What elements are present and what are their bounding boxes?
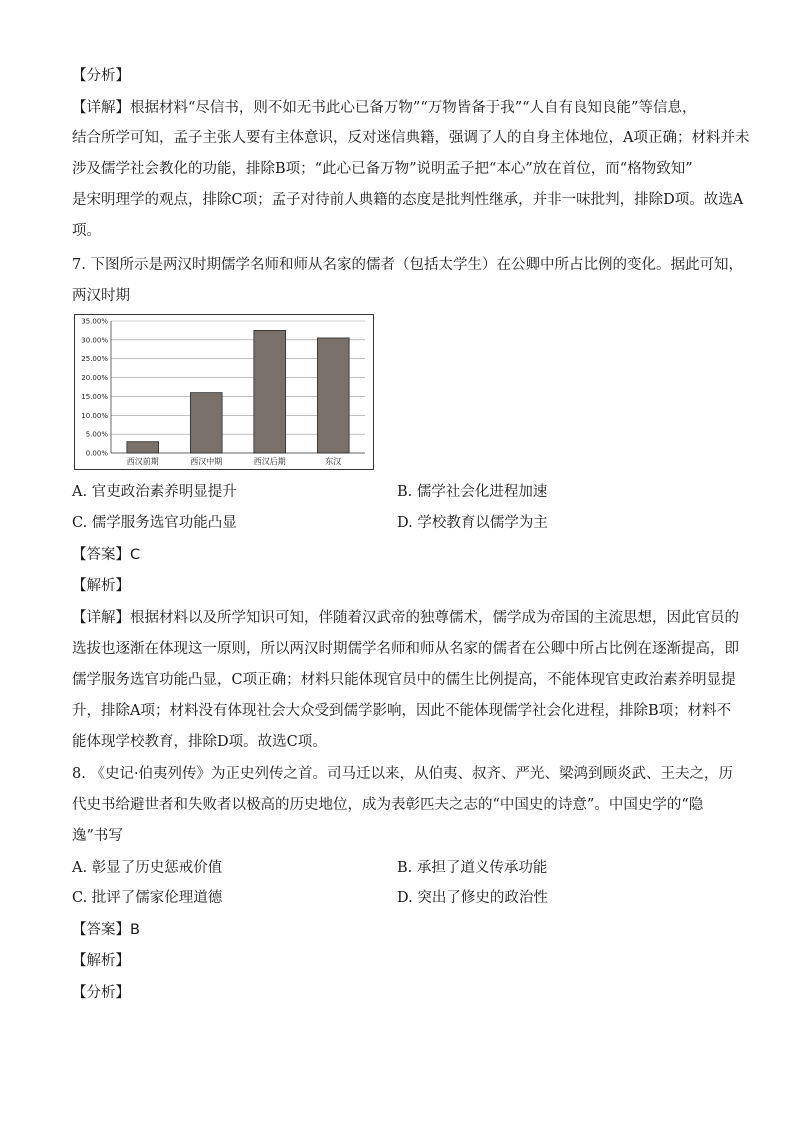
bar-chart-svg	[75, 315, 373, 469]
bar	[190, 393, 222, 453]
bar-chart	[74, 314, 374, 470]
y-tick-label: 15.00%	[81, 392, 108, 401]
q7-detail-line: 选拔也逐渐在体现这一原则，所以两汉时期儒学名师和师从名家的儒者在公卿中所占比例在逐渐提高，即	[72, 641, 739, 657]
x-category-label: 西汉后期	[253, 457, 286, 466]
question-8-stem: 逸”书写	[72, 828, 123, 844]
bar	[317, 338, 349, 453]
y-tick-label: 5.00%	[85, 430, 108, 439]
x-category-label: 西汉前期	[126, 457, 159, 466]
y-tick-label: 35.00%	[81, 317, 108, 326]
detail-line: 涉及儒学社会教化的功能，排除B项；“此心已备万物”说明孟子把“本心”放在首位，而“格物致知”	[72, 161, 693, 177]
detail-line: 是宋明理学的观点，排除C项；孟子对待前人典籍的态度是批判性继承，并非一味批判，排除D项。故选A	[72, 192, 744, 208]
y-tick-label: 20.00%	[81, 374, 108, 383]
q8-option-b[interactable]: B. 承担了道义传承功能	[397, 860, 548, 876]
q7-option-c[interactable]: C. 儒学服务选官功能凸显	[72, 515, 237, 531]
q7-option-b[interactable]: B. 儒学社会化进程加速	[397, 484, 548, 500]
detail-line: 结合所学可知，孟子主张人要有主体意识，反对迷信典籍，强调了人的自身主体地位，A项正确；材料并未	[72, 130, 750, 146]
q7-option-d[interactable]: D. 学校教育以儒学为主	[397, 515, 548, 531]
q8-answer: 【答案】B	[72, 922, 140, 938]
q7-analysis-label: 【解析】	[72, 578, 130, 594]
q7-detail-line: 升，排除A项；材料没有体现社会大众受到儒学影响，因此不能体现儒学社会化进程，排除B项；材料不	[72, 703, 732, 719]
y-tick-label: 30.00%	[81, 336, 108, 345]
bar	[254, 330, 286, 453]
detail-line: 【详解】根据材料“尽信书，则不如无书此心已备万物”“万物皆备于我”“人自有良知良能”等信息，	[72, 100, 697, 116]
x-category-label: 东汉	[325, 457, 342, 466]
x-category-label: 西汉中期	[190, 457, 223, 466]
q8-option-a[interactable]: A. 彰显了历史惩戒价值	[72, 860, 223, 876]
y-tick-label: 10.00%	[81, 411, 108, 420]
q8-option-d[interactable]: D. 突出了修史的政治性	[397, 890, 548, 906]
question-8-stem: 代史书给避世者和失败者以极高的历史地位，成为表彰匹夫之志的“中国史的诗意”。中国史学的“隐	[72, 797, 704, 813]
q8-option-c[interactable]: C. 批评了儒家伦理道德	[72, 890, 223, 906]
q8-analysis-label: 【解析】	[72, 953, 130, 969]
detail-line: 项。	[72, 223, 101, 239]
y-tick-label: 25.00%	[81, 355, 108, 364]
section-label-analysis: 【分析】	[72, 68, 130, 84]
q7-detail-line: 儒学服务选官功能凸显，C项正确；材料只能体现官员中的儒生比例提高，不能体现官吏政治素养明显提	[72, 672, 736, 688]
q8-analysis2-label: 【分析】	[72, 985, 130, 1001]
q7-detail-line: 能体现学校教育，排除D项。故选C项。	[72, 734, 327, 750]
bar	[127, 442, 159, 453]
q7-option-a[interactable]: A. 官吏政治素养明显提升	[72, 484, 237, 500]
y-tick-label: 0.00%	[85, 449, 108, 458]
q7-detail-line: 【详解】根据材料以及所学知识可知，伴随着汉武帝的独尊儒术，儒学成为帝国的主流思想，因此官员的	[72, 610, 739, 626]
q7-answer: 【答案】C	[72, 547, 141, 563]
question-7-stem: 两汉时期	[72, 288, 130, 304]
question-7-stem: 7. 下图所示是两汉时期儒学名师和师从名家的儒者（包括太学生）在公卿中所占比例的变化。据此可知，	[72, 257, 743, 273]
question-8-stem: 8. 《史记·伯夷列传》为正史列传之首。司马迁以来，从伯夷、叔齐、严光、梁鸿到顾炎武、王夫之，历	[72, 766, 734, 782]
